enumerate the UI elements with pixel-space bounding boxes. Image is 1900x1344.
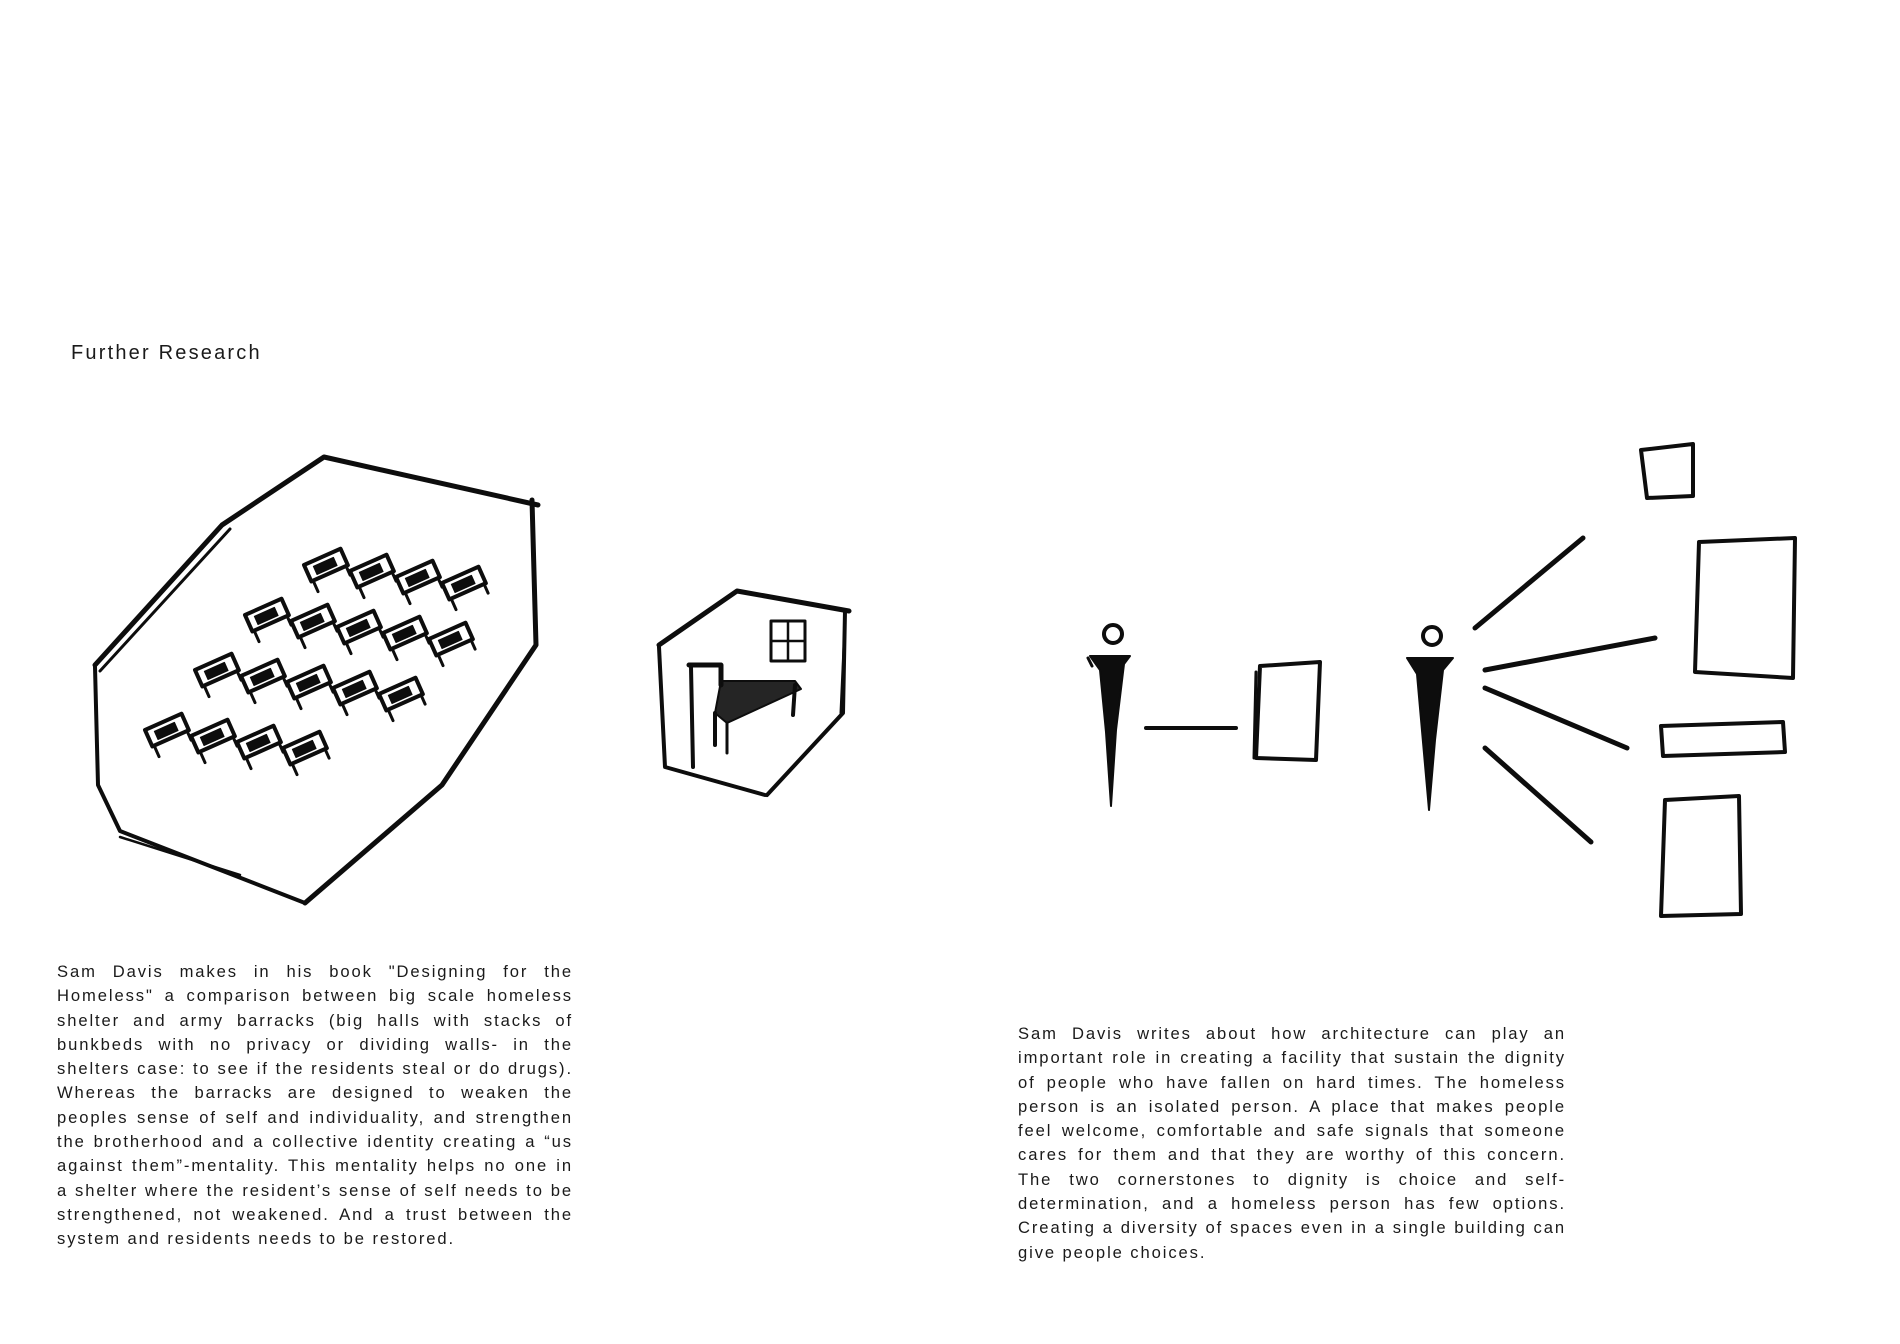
bed [287, 666, 336, 710]
rows-of-beds [145, 549, 491, 776]
bed [145, 714, 194, 758]
person-figure-one [1088, 625, 1130, 806]
bed [241, 660, 290, 704]
single-space-box [1254, 662, 1320, 760]
person-many-options-sketch [1395, 430, 1815, 925]
bed [442, 567, 491, 611]
bed [304, 549, 353, 593]
bed [191, 720, 240, 764]
bed [350, 555, 399, 599]
right-paragraph: Sam Davis writes about how architecture can play an important role in creating a facility that sustain the dignity of people who have fallen on hard times. The homeless person is an isolated person. A place that makes people feel welcome, comfortable and safe signals that someone cares for them and that they are worthy of this concern. The two cornerstones to dignity is choice and self-determination, and a homeless person has few options. Creating a diversity of spaces even in a single building can give people choices. [1018, 1024, 1566, 1262]
page-title: Further Research [71, 342, 262, 364]
bed [283, 732, 332, 776]
person-figure-two [1407, 627, 1453, 810]
bed [383, 617, 432, 661]
bed [333, 672, 382, 716]
left-paragraph: Sam Davis makes in his book "Designing for the Homeless" a comparison between big scale homeless shelter and army barracks (big halls with stacks of bunkbeds with no privacy or dividing walls- in the shelters case: to see if the residents steal or do drugs). Whereas the barracks are designed to weaken the peoples sense of self and individuality, and strengthen the brotherhood and a collective identity creating a “us against them”-mentality. This mentality helps no one in a shelter where the resident’s sense of self needs to be strengthened, not weakened. And a trust between the system and residents needs to be restored. [57, 962, 573, 1249]
option-box-small [1641, 444, 1693, 498]
bed [245, 599, 294, 643]
option-box-large [1695, 538, 1795, 678]
room-bed [689, 665, 801, 767]
bed [429, 623, 478, 667]
room-window [771, 621, 805, 661]
bed [379, 678, 428, 722]
bed [396, 561, 445, 605]
option-box-wide [1661, 722, 1785, 756]
bed [291, 605, 340, 649]
bed [237, 726, 286, 770]
option-lines [1475, 538, 1655, 842]
barracks-hall-sketch [90, 445, 550, 910]
option-box-tall [1661, 796, 1741, 916]
person-one-option-sketch [1080, 620, 1340, 810]
bed [195, 654, 244, 698]
single-room-sketch [655, 585, 855, 805]
bed [337, 611, 386, 655]
